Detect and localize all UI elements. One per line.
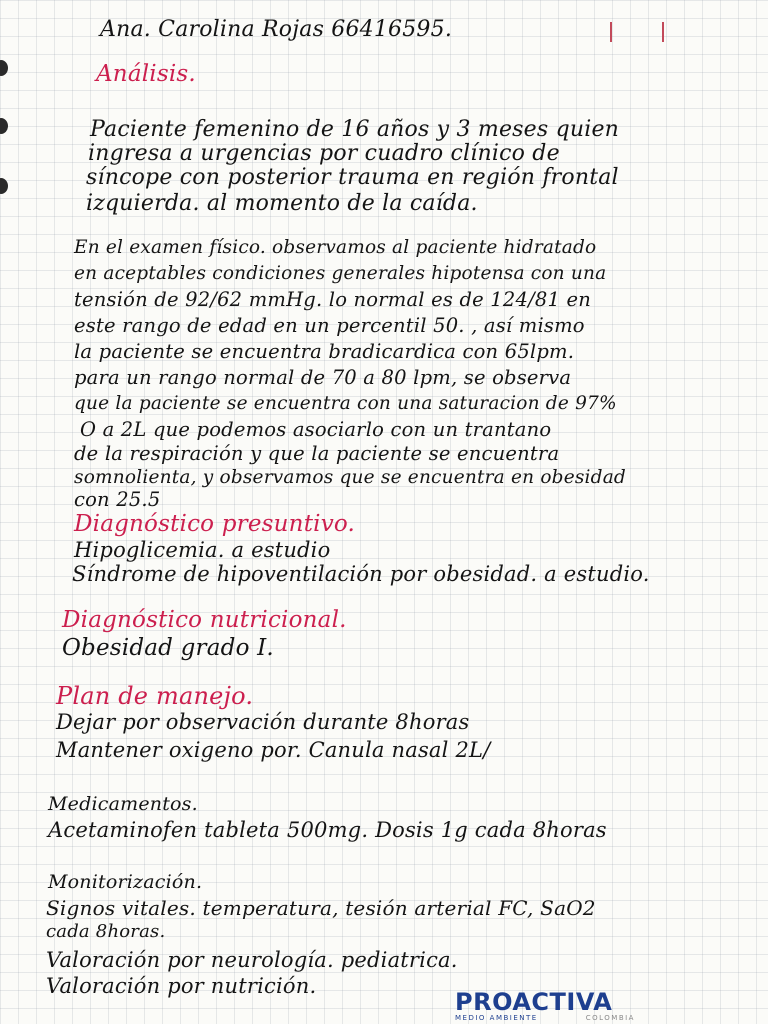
text-line: En el examen físico. observamos al paciente hidratado [74, 237, 597, 258]
text-line: Valoración por neurología. pediatrica. [46, 948, 458, 972]
text-line: izquierda. al momento de la caída. [86, 191, 478, 216]
binder-ring [0, 178, 8, 194]
text-line: Síndrome de hipoventilación por obesidad. a estudio. [72, 562, 650, 586]
logo-tagline: MEDIO AMBIENTE [455, 1014, 538, 1022]
text-line: con 25.5 [74, 488, 161, 511]
text-line: la paciente se encuentra bradicardica con 65lpm. [74, 340, 575, 363]
text-line: Valoración por nutrición. [46, 974, 317, 998]
text-line: en aceptables condiciones generales hipotensa con una [74, 263, 607, 284]
analysis-heading: Análisis. [96, 61, 196, 87]
presumptive-diagnosis-heading: Diagnóstico presuntivo. [74, 511, 356, 537]
text-line: Paciente femenino de 16 años y 3 meses quien [90, 117, 620, 142]
text-line: Dejar por observación durante 8horas [56, 710, 470, 734]
text-line: ingresa a urgencias por cuadro clínico de [88, 141, 560, 166]
text-line: Hipoglicemia. a estudio [74, 538, 331, 562]
monitoring-heading: Monitorización. [48, 871, 203, 893]
text-line: tensión de 92/62 mmHg. lo normal es de 124/81 en [74, 288, 591, 311]
margin-mark [662, 22, 664, 42]
management-plan-heading: Plan de manejo. [56, 682, 254, 710]
nutritional-diagnosis-heading: Diagnóstico nutricional. [62, 607, 347, 633]
logo-brand: PROACTIVA [455, 988, 613, 1016]
proactiva-logo [455, 990, 665, 1020]
text-line: somnolienta, y observamos que se encuentra en obesidad [74, 467, 626, 488]
text-line: Obesidad grado I. [62, 635, 274, 661]
text-line: Signos vitales. temperatura, tesión arterial FC, SaO2 [46, 896, 596, 920]
text-line: este rango de edad en un percentil 50. , así mismo [74, 314, 585, 337]
text-line: cada 8horas. [46, 921, 166, 942]
binder-ring [0, 60, 8, 76]
logo-tagline-row [455, 1014, 665, 1022]
text-line: Acetaminofen tableta 500mg. Dosis 1g cada 8horas [48, 818, 607, 842]
patient-name-line: Ana. Carolina Rojas 66416595. [100, 17, 453, 42]
text-line: síncope con posterior trauma en región frontal [86, 165, 619, 190]
text-line: que la paciente se encuentra con una saturacion de 97% [74, 393, 617, 414]
text-line: Mantener oxigeno por. Canula nasal 2L/ [56, 738, 491, 762]
margin-mark [610, 22, 612, 42]
binder-ring [0, 118, 8, 134]
text-line: para un rango normal de 70 a 80 lpm, se observa [74, 366, 572, 389]
medications-heading: Medicamentos. [48, 793, 198, 815]
logo-country: COLOMBIA [585, 1014, 635, 1022]
text-line: O a 2L que podemos asociarlo con un trantano [80, 418, 552, 441]
text-line: de la respiración y que la paciente se encuentra [74, 442, 560, 465]
